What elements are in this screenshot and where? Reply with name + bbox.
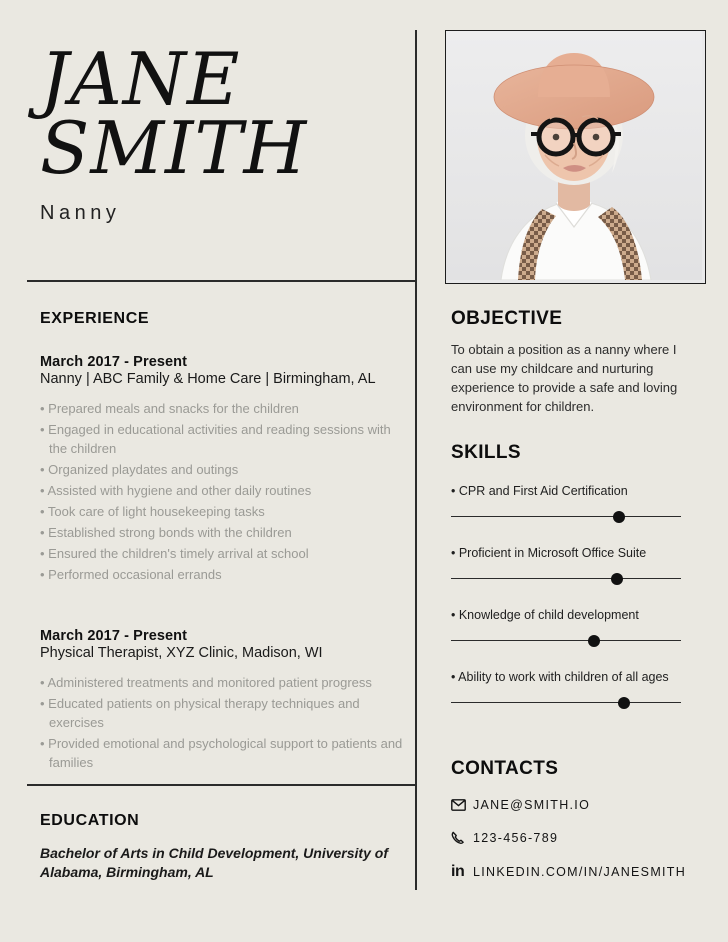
experience-item — [40, 354, 410, 584]
contact-email[interactable] — [451, 798, 701, 812]
experience-item — [40, 628, 410, 772]
linkedin-icon: in — [451, 863, 465, 880]
last-name: SMITH — [40, 105, 308, 190]
skill-item — [451, 546, 687, 585]
profile-photo — [445, 30, 706, 284]
job-bullets — [40, 399, 410, 584]
contact-email-text: JANE@SMITH.IO — [473, 798, 591, 812]
education-entry: Bachelor of Arts in Child Development, University of Alabama, Birmingham, AL — [40, 845, 388, 880]
skill-slider[interactable] — [451, 511, 681, 523]
skill-label: • Proficient in Microsoft Office Suite — [451, 546, 647, 560]
skills-section — [451, 442, 687, 732]
slider-knob[interactable] — [618, 697, 630, 709]
contacts-heading: CONTACTS — [451, 758, 559, 779]
envelope-icon — [451, 799, 473, 811]
bullet-item: • Prepared meals and snacks for the children — [40, 401, 299, 416]
bullet-item: • Ensured the children's timely arrival at school — [40, 546, 309, 561]
bullet-item: • Provided emotional and psychological support to patients and families — [40, 736, 403, 770]
skill-slider[interactable] — [451, 697, 681, 709]
portrait-illustration — [446, 31, 702, 280]
bullet-item: • Performed occasional errands — [40, 567, 222, 582]
divider-education — [27, 784, 415, 786]
slider-knob[interactable] — [613, 511, 625, 523]
skill-label: • Ability to work with children of all ages — [451, 670, 669, 684]
skill-item — [451, 608, 687, 647]
skill-label: • CPR and First Aid Certification — [451, 484, 628, 498]
bullet-item: • Educated patients on physical therapy techniques and exercises — [40, 696, 360, 730]
contact-phone[interactable] — [451, 831, 701, 845]
slider-knob[interactable] — [611, 573, 623, 585]
bullet-item: • Assisted with hygiene and other daily routines — [40, 483, 312, 498]
contact-linkedin[interactable] — [451, 864, 701, 880]
slider-track — [451, 578, 681, 579]
slider-track — [451, 640, 681, 641]
objective-heading: OBJECTIVE — [451, 308, 563, 329]
bullet-item: • Established strong bonds with the children — [40, 525, 292, 540]
job-bullets — [40, 673, 410, 772]
contact-phone-text: 123-456-789 — [473, 831, 559, 845]
slider-knob[interactable] — [588, 635, 600, 647]
left-column — [27, 0, 415, 942]
bullet-item: • Organized playdates and outings — [40, 462, 239, 477]
experience-section — [40, 310, 410, 774]
skill-item — [451, 484, 687, 523]
objective-section — [451, 308, 691, 416]
slider-track — [451, 702, 681, 703]
bullet-item: • Took care of light housekeeping tasks — [40, 504, 265, 519]
skill-slider[interactable] — [451, 573, 681, 585]
job-title: Physical Therapist, XYZ Clinic, Madison, WI — [40, 645, 323, 661]
skills-heading: SKILLS — [451, 442, 521, 463]
first-name: JANE — [40, 37, 241, 121]
education-heading: EDUCATION — [40, 812, 140, 829]
name-block — [40, 37, 400, 225]
job-date: March 2017 - Present — [40, 628, 188, 644]
bullet-item: • Administered treatments and monitored patient progress — [40, 675, 372, 690]
education-section — [40, 812, 410, 882]
job-date: March 2017 - Present — [40, 354, 188, 370]
bullet-item: • Engaged in educational activities and reading sessions with the children — [40, 422, 391, 456]
job-title: Nanny | ABC Family & Home Care | Birmingham, AL — [40, 371, 376, 387]
skill-item — [451, 670, 687, 709]
skill-slider[interactable] — [451, 635, 681, 647]
objective-text: To obtain a position as a nanny where I can use my childcare and nurturing experience to provide a safe and loving environment for children. — [451, 342, 678, 414]
skill-label: • Knowledge of child development — [451, 608, 639, 622]
contacts-section — [451, 758, 701, 899]
phone-icon — [451, 831, 473, 845]
slider-track — [451, 516, 681, 517]
column-divider — [415, 30, 417, 890]
job-role: Nanny — [40, 201, 121, 224]
contact-linkedin-text: LINKEDIN.COM/IN/JANESMITH — [473, 865, 687, 879]
experience-heading: EXPERIENCE — [40, 310, 150, 327]
divider-top — [27, 280, 415, 282]
